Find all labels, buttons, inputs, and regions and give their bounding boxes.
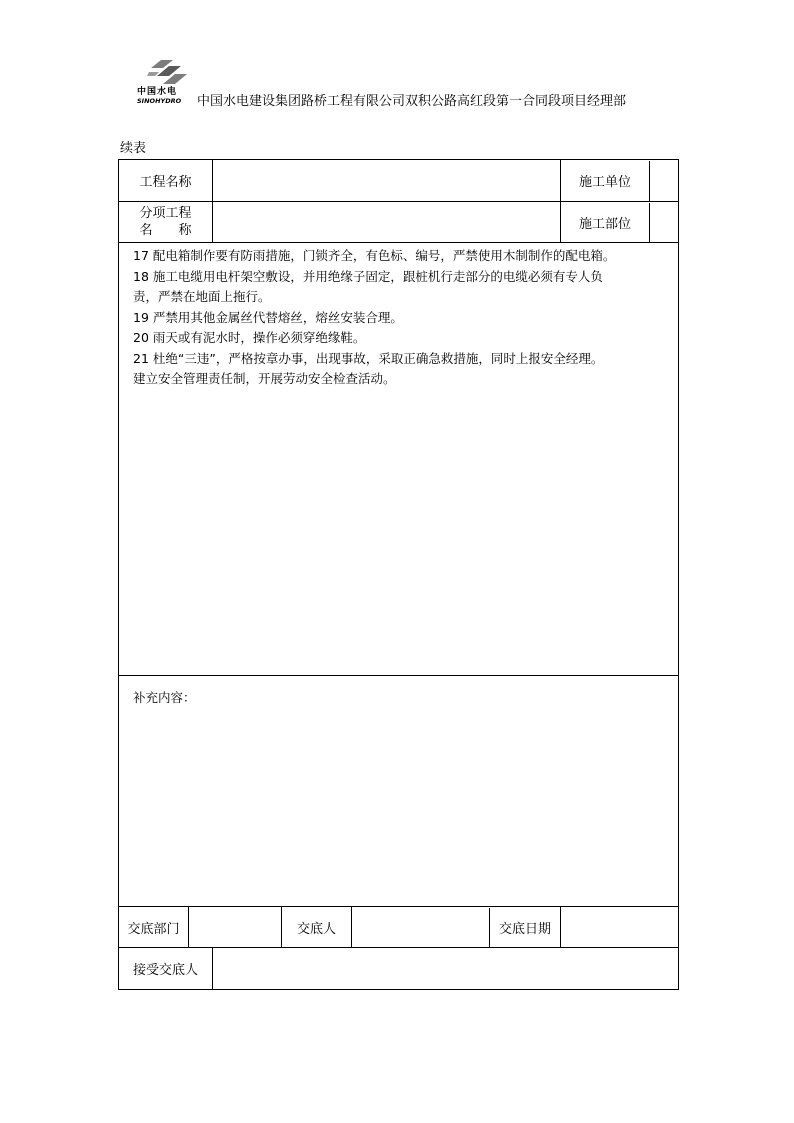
logo-chinese-text: 中国水电 <box>137 87 178 97</box>
page-header <box>137 58 677 110</box>
construction-part-cell <box>561 202 679 243</box>
construction-part-label: 施工部位 <box>561 203 650 242</box>
receiver-label: 接受交底人 <box>119 948 213 990</box>
project-name-label: 工程名称 <box>119 160 213 202</box>
supplement-label: 补充内容： <box>133 690 196 705</box>
company-name: 中国水电建设集团路桥工程有限公司双积公路高红段第一合同段项目经理部 <box>197 94 627 109</box>
handover-person-field[interactable] <box>352 908 490 947</box>
subproject-label-line2: 名 称 <box>139 223 192 238</box>
content-line: 20 雨天或有泥水时，操作必须穿绝缘鞋。 <box>133 330 366 345</box>
table-caption: 续表 <box>120 141 147 156</box>
receiver-field[interactable] <box>213 948 679 990</box>
construction-unit-label: 施工单位 <box>561 161 650 201</box>
sinohydro-logo-icon <box>147 58 189 86</box>
construction-unit-field[interactable] <box>650 161 679 201</box>
content-line: 责，严禁在地面上拖行。 <box>133 289 271 304</box>
content-line: 17 配电箱制作要有防雨措施，门锁齐全，有色标、编号，严禁使用木制制作的配电箱。 <box>133 248 616 263</box>
handover-date-label: 交底日期 <box>499 921 552 937</box>
subproject-label-line1: 分项工程 <box>139 206 192 221</box>
construction-part-field[interactable] <box>650 203 679 242</box>
handover-date-cell <box>561 907 679 948</box>
handover-person-label: 交底人 <box>282 907 352 948</box>
handover-date-field[interactable] <box>561 908 678 947</box>
company-logo <box>137 58 197 106</box>
handover-person-date-cell <box>352 907 561 948</box>
construction-unit-cell <box>561 160 679 202</box>
content-line: 18 施工电缆用电杆架空敷设，并用绝缘子固定，跟桩机行走部分的电缆必须有专人负 <box>133 268 603 284</box>
supplement-section[interactable] <box>119 676 679 907</box>
subproject-field[interactable] <box>213 202 561 243</box>
project-name-field[interactable] <box>213 160 561 202</box>
content-line: 建立安全管理责任制，开展劳动安全检查活动。 <box>133 371 396 386</box>
safety-content <box>119 243 679 676</box>
subproject-label <box>119 202 213 243</box>
handover-dept-label: 交底部门 <box>119 907 189 948</box>
content-line: 21 杜绝“三违”，严格按章办事，出现事故，采取正确急救措施，同时上报安全经理。 <box>133 350 604 366</box>
handover-form <box>118 159 679 990</box>
logo-english-text: SINOHYDRO <box>137 97 182 105</box>
handover-dept-field[interactable] <box>189 907 282 948</box>
content-line: 19 严禁用其他金属丝代替熔丝，熔丝安装合理。 <box>133 309 403 325</box>
